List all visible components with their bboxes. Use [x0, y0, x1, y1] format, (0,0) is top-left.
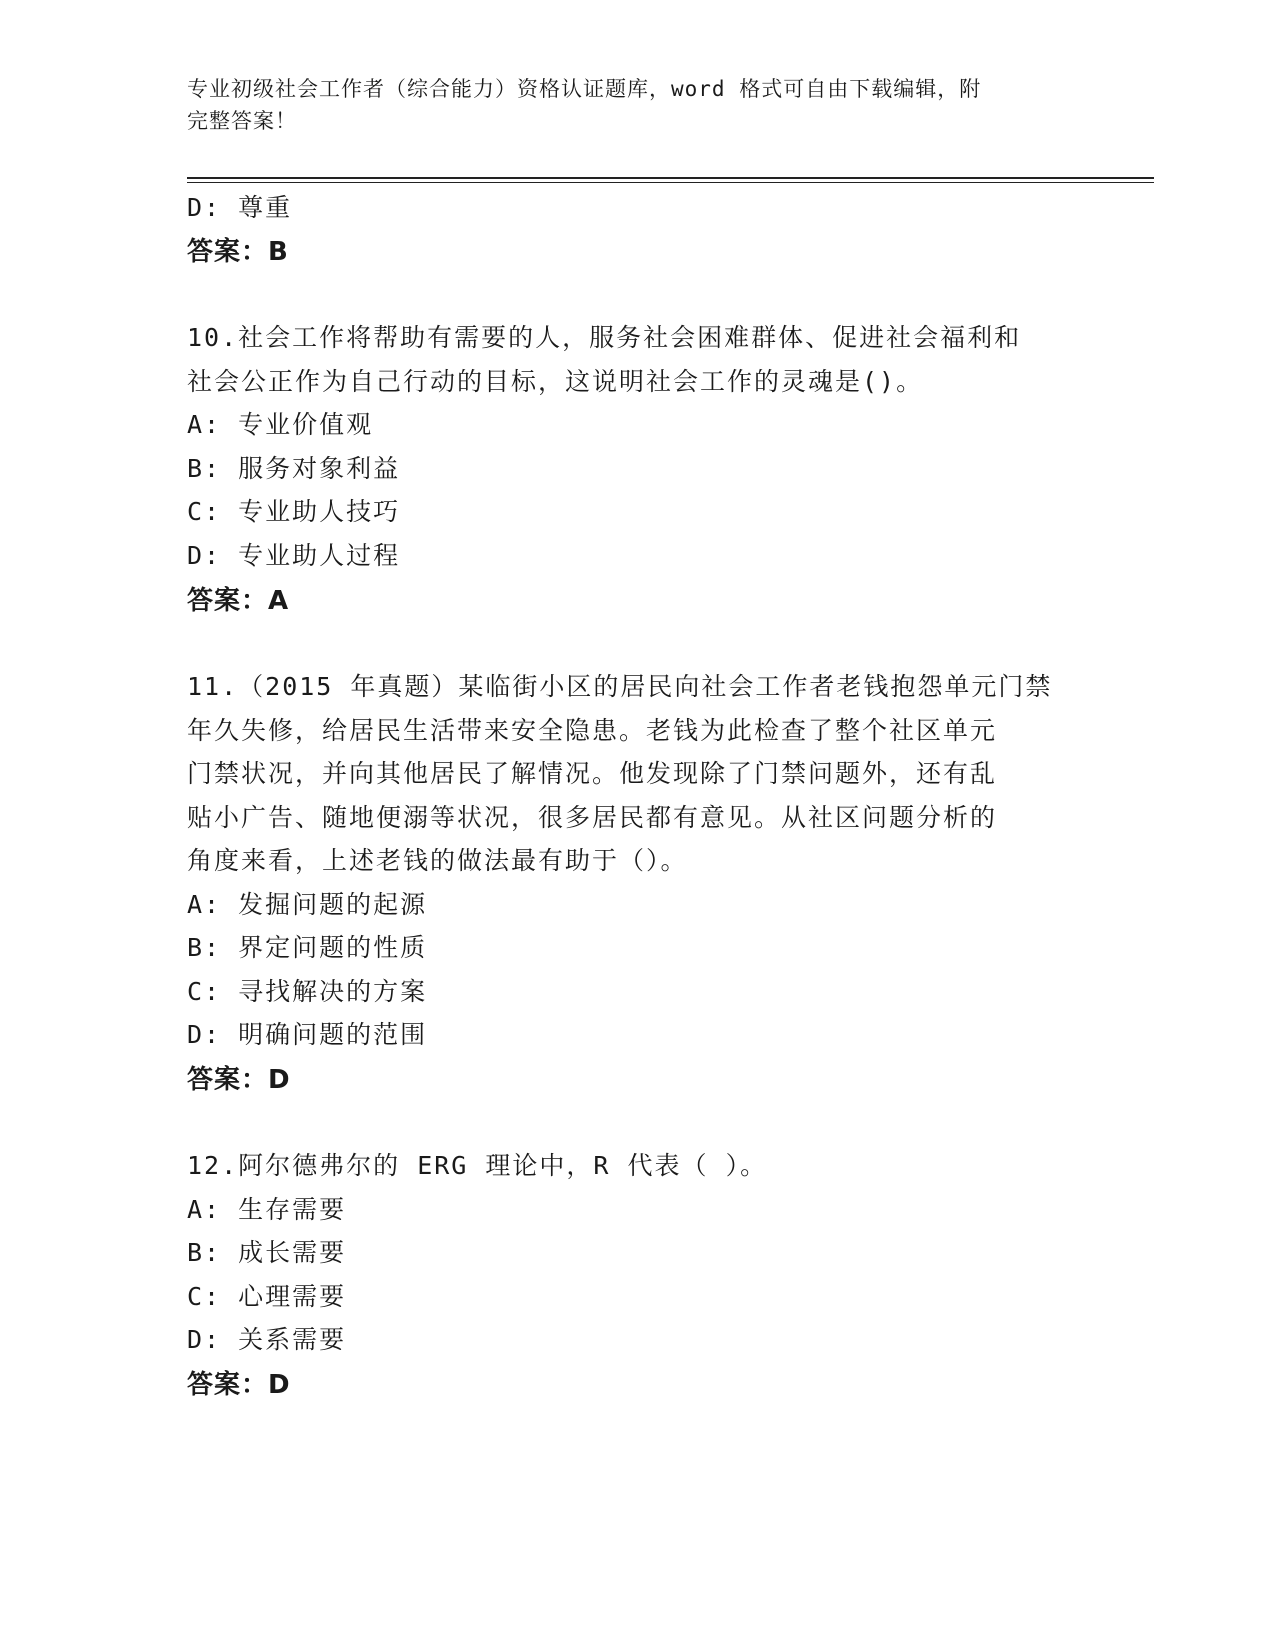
q11-option-d: D: 明确问题的范围: [187, 1020, 428, 1049]
q10-option-c: C: 专业助人技巧: [187, 497, 401, 526]
header-divider-thin: [187, 182, 1154, 183]
header-line-2: 完整答案！: [187, 109, 297, 133]
q10-option-a: A: 专业价值观: [187, 410, 374, 439]
q11-stem-line-4: 贴小广告、随地便溺等状况，很多居民都有意见。从社区问题分析的: [187, 803, 998, 832]
page-header: [187, 73, 1087, 137]
q11-option-c: C: 寻找解决的方案: [187, 977, 428, 1006]
q11-stem-line-5: 角度来看，上述老钱的做法最有助于（）。: [187, 846, 688, 875]
header-line-1: 专业初级社会工作者（综合能力）资格认证题库，word 格式可自由下载编辑，附: [187, 77, 982, 101]
q11-stem-line-3: 门禁状况，并向其他居民了解情况。他发现除了门禁问题外，还有乱: [187, 759, 998, 788]
q10-stem-line-2: 社会公正作为自己行动的目标，这说明社会工作的灵魂是()。: [187, 367, 924, 396]
q11-answer: 答案：D: [187, 1065, 291, 1095]
prev-option-d: D: 尊重: [187, 193, 293, 222]
header-divider-thick: [187, 177, 1154, 179]
q12-option-c: C: 心理需要: [187, 1282, 347, 1311]
q10-answer: 答案：A: [187, 586, 290, 616]
q11-option-a: A: 发掘问题的起源: [187, 890, 428, 919]
q12-stem-line-1: 12.阿尔德弗尔的 ERG 理论中，R 代表（ ）。: [187, 1151, 768, 1180]
q10-option-b: B: 服务对象利益: [187, 454, 401, 483]
q12-option-a: A: 生存需要: [187, 1195, 347, 1224]
q11-stem-line-1: 11.（2015 年真题）某临街小区的居民向社会工作者老钱抱怨单元门禁: [187, 672, 1053, 701]
q10-stem-line-1: 10.社会工作将帮助有需要的人，服务社会困难群体、促进社会福利和: [187, 323, 1022, 352]
q11-stem-line-2: 年久失修，给居民生活带来安全隐患。老钱为此检查了整个社区单元: [187, 716, 998, 745]
q12-answer: 答案：D: [187, 1370, 291, 1400]
q11-option-b: B: 界定问题的性质: [187, 933, 428, 962]
prev-answer: 答案：B: [187, 237, 289, 267]
q12-option-d: D: 关系需要: [187, 1325, 347, 1354]
q10-option-d: D: 专业助人过程: [187, 541, 401, 570]
q12-option-b: B: 成长需要: [187, 1238, 347, 1267]
